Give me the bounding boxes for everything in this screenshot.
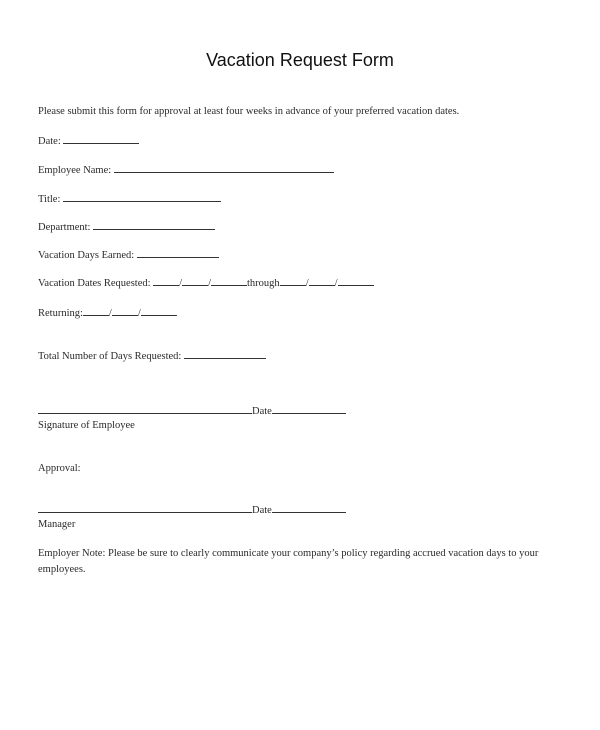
total-days-field [38, 349, 266, 362]
return-month-input[interactable] [83, 306, 109, 316]
manager-date-label: Date [252, 505, 272, 516]
employee-name-input[interactable] [114, 163, 334, 173]
employee-signature-input[interactable] [38, 404, 252, 414]
employee-name-label: Employee Name: [38, 165, 112, 176]
start-day-input[interactable] [182, 276, 208, 286]
return-day-input[interactable] [112, 306, 138, 316]
signature-date-label: Date [252, 406, 272, 417]
employee-name-field [38, 163, 334, 176]
date-field [38, 134, 139, 147]
return-year-input[interactable] [141, 306, 177, 316]
date-input[interactable] [63, 134, 139, 144]
slash: / [305, 278, 309, 289]
page-title: Vacation Request Form [206, 50, 394, 70]
returning-field [38, 306, 177, 319]
department-field [38, 220, 215, 233]
slash: / [179, 278, 183, 289]
title-field [38, 192, 221, 205]
slash: / [108, 308, 112, 319]
employee-signature-line [38, 404, 346, 417]
manager-label: Manager [38, 519, 76, 530]
employee-signature-label: Signature of Employee [38, 420, 135, 431]
department-label: Department: [38, 222, 91, 233]
slash: / [334, 278, 338, 289]
end-month-input[interactable] [280, 276, 306, 286]
approval-label: Approval: [38, 463, 81, 474]
department-input[interactable] [93, 220, 215, 230]
start-year-input[interactable] [211, 276, 247, 286]
intro-text: Please submit this form for approval at least four weeks in advance of your preferred vacation dates. [38, 106, 460, 117]
employer-note: Employer Note: Please be sure to clearly communicate your company’s policy regarding accrued vacation days to your employees. [38, 548, 539, 575]
end-day-input[interactable] [309, 276, 335, 286]
total-days-label: Total Number of Days Requested: [38, 351, 182, 362]
manager-signature-line [38, 503, 346, 516]
signature-date-input[interactable] [272, 404, 346, 414]
dates-requested-field [38, 276, 374, 289]
through-label: through [247, 278, 280, 289]
slash: / [208, 278, 212, 289]
slash: / [137, 308, 141, 319]
total-days-input[interactable] [184, 349, 266, 359]
manager-signature-input[interactable] [38, 503, 252, 513]
returning-label: Returning: [38, 308, 83, 319]
days-earned-field [38, 248, 219, 261]
end-year-input[interactable] [338, 276, 374, 286]
date-label: Date: [38, 136, 61, 147]
days-earned-label: Vacation Days Earned: [38, 250, 135, 261]
title-label: Title: [38, 194, 61, 205]
days-earned-input[interactable] [137, 248, 219, 258]
manager-date-input[interactable] [272, 503, 346, 513]
dates-requested-label: Vacation Dates Requested: [38, 278, 151, 289]
start-month-input[interactable] [153, 276, 179, 286]
title-input[interactable] [63, 192, 221, 202]
